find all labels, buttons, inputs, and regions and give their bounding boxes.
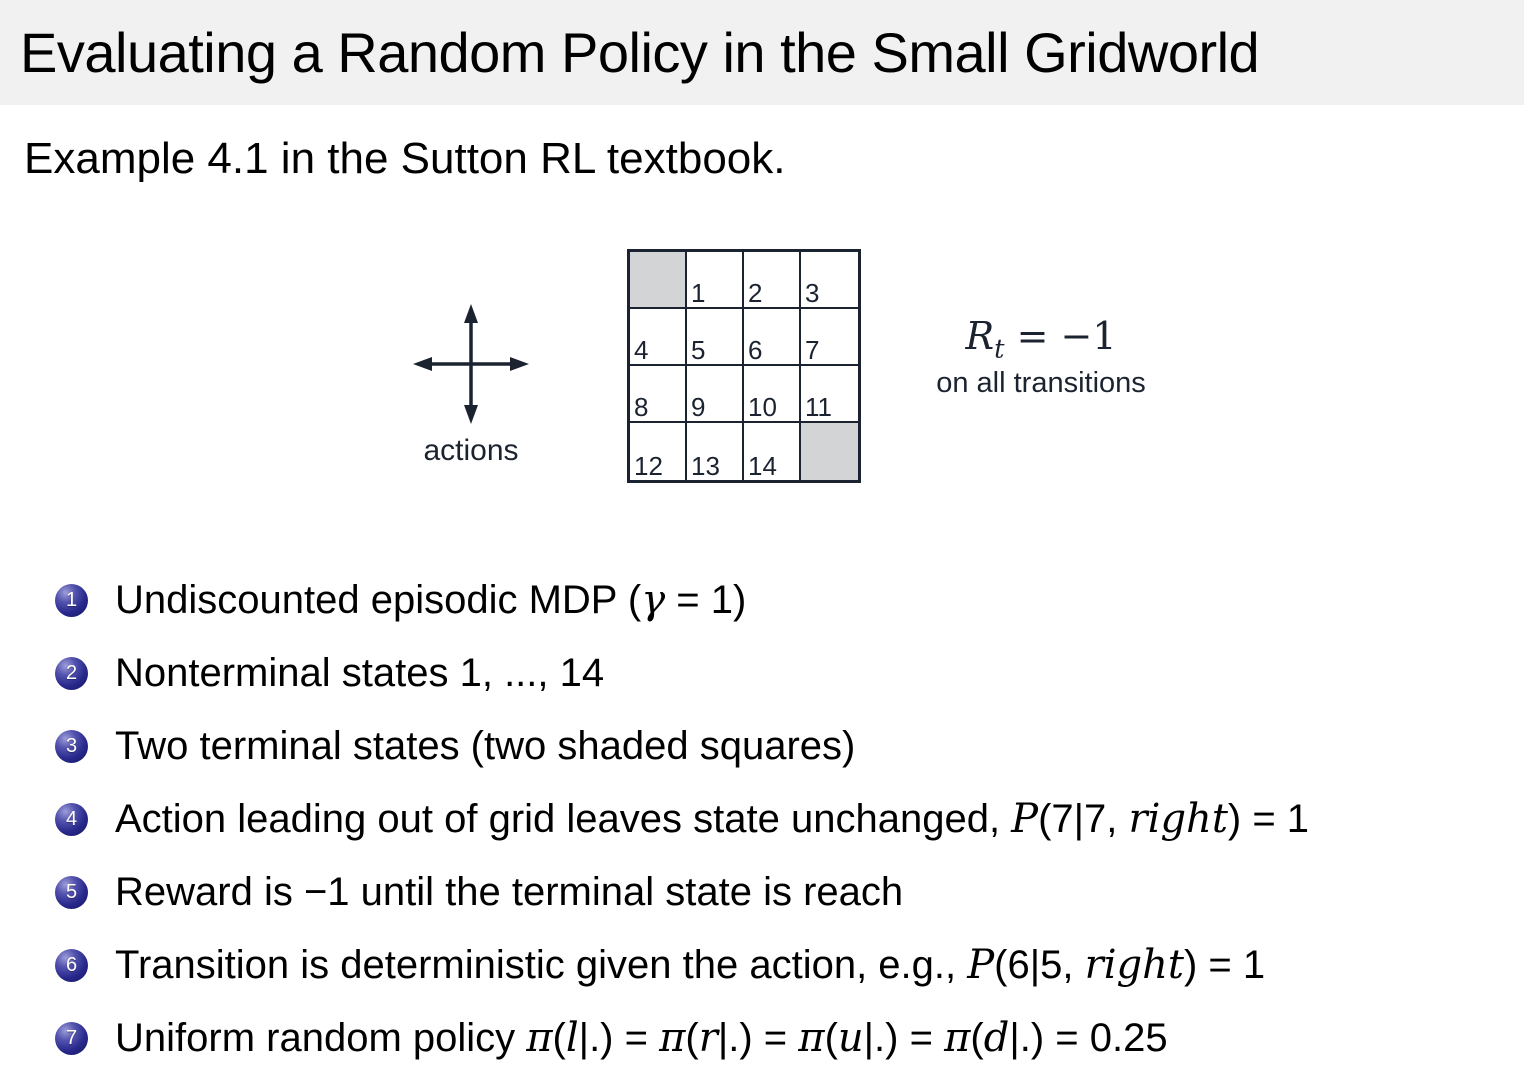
text-segment: (7|7,: [1038, 797, 1129, 841]
item-number-badge: 7: [55, 1022, 88, 1055]
list-item: [55, 723, 1500, 769]
item-number-badge: 1: [55, 584, 88, 617]
item-number-badge: 4: [55, 803, 88, 836]
reward-block: [900, 316, 1182, 400]
list-item: [55, 869, 1500, 915]
text-segment: Two terminal states (two shaded squares): [115, 724, 856, 768]
cell-number: 13: [691, 451, 720, 481]
text-segment: |.) = 0.25: [1009, 1016, 1168, 1060]
item-number-badge: 2: [55, 657, 88, 690]
grid-cell-12: [630, 423, 687, 480]
actions-group: [405, 300, 537, 468]
cell-number: 12: [634, 451, 663, 481]
text-segment: (: [685, 1016, 699, 1060]
text-segment: = −1: [1004, 314, 1117, 358]
subtitle: Example 4.1 in the Sutton RL textbook.: [24, 134, 786, 183]
cell-number: 7: [805, 335, 820, 365]
grid-cell-terminal: [630, 252, 687, 309]
text-segment: Action leading out of grid leaves state unchanged,: [115, 797, 1012, 841]
math-var: π: [944, 1015, 971, 1061]
text-segment: |.) =: [863, 1016, 945, 1060]
math-var: π: [659, 1015, 686, 1061]
grid-cell-6: [744, 309, 801, 366]
list-item: [55, 942, 1500, 988]
gridworld-grid: [627, 249, 861, 483]
page-title: Evaluating a Random Policy in the Small Gridworld: [20, 21, 1260, 84]
text-segment: ) = 1: [1183, 943, 1266, 987]
grid-cell-10: [744, 366, 801, 423]
math-var: P: [967, 942, 995, 988]
cell-number: 1: [691, 278, 706, 308]
grid-cell-terminal: [801, 423, 858, 480]
grid-cell-4: [630, 309, 687, 366]
actions-cross-icon: [407, 300, 535, 428]
text-segment: Transition is deterministic given the action, e.g.,: [115, 943, 968, 987]
grid-cell-7: [801, 309, 858, 366]
math-var: r: [698, 1015, 718, 1061]
math-var: right: [1084, 942, 1184, 988]
list-item: [55, 796, 1500, 842]
reward-formula: [900, 316, 1182, 364]
text-segment: = 1): [665, 578, 747, 622]
item-text: [115, 796, 1309, 842]
reward-caption: on all transitions: [936, 367, 1146, 400]
grid-cell-5: [687, 309, 744, 366]
list-item: [55, 650, 1500, 696]
math-var: l: [565, 1015, 579, 1061]
bullet-list: [55, 577, 1500, 1080]
cell-number: 10: [748, 392, 777, 422]
math-var: γ: [641, 577, 666, 623]
cell-number: 8: [634, 392, 649, 422]
cell-number: 11: [805, 392, 832, 422]
cell-number: 6: [748, 335, 763, 365]
item-text: [115, 577, 746, 623]
cell-number: 4: [634, 335, 649, 365]
list-item: [55, 1015, 1500, 1061]
math-var: π: [798, 1015, 825, 1061]
item-text: [115, 650, 604, 696]
grid-cell-14: [744, 423, 801, 480]
actions-label: actions: [423, 434, 519, 467]
cell-number: 5: [691, 335, 706, 365]
grid-cell-13: [687, 423, 744, 480]
text-segment: Uniform random policy: [115, 1016, 527, 1060]
text-segment: (: [824, 1016, 838, 1060]
math-var: right: [1128, 796, 1228, 842]
item-number-badge: 3: [55, 730, 88, 763]
cell-number: 9: [691, 392, 706, 422]
cell-number: 2: [748, 278, 763, 308]
grid-cell-11: [801, 366, 858, 423]
text-segment: Reward is −1 until the terminal state is reach: [115, 870, 904, 914]
text-segment: (6|5,: [994, 943, 1085, 987]
item-text: [115, 723, 855, 769]
cell-number: 3: [805, 278, 820, 308]
math-var: u: [837, 1015, 864, 1061]
grid-cell-2: [744, 252, 801, 309]
text-segment: (: [970, 1016, 984, 1060]
text-segment: (: [552, 1016, 566, 1060]
cell-number: 14: [748, 451, 777, 481]
list-item: [55, 577, 1500, 623]
math-var: R: [965, 314, 995, 358]
text-segment: Nonterminal states 1, ..., 14: [115, 651, 605, 695]
text-segment: ) = 1: [1227, 797, 1310, 841]
text-segment: |.) =: [578, 1016, 660, 1060]
math-var: P: [1011, 796, 1039, 842]
math-var: π: [526, 1015, 553, 1061]
math-var: t: [994, 334, 1005, 365]
grid-cell-8: [630, 366, 687, 423]
grid-cell-9: [687, 366, 744, 423]
math-var: d: [983, 1015, 1010, 1061]
text-segment: |.) =: [717, 1016, 799, 1060]
grid-cell-1: [687, 252, 744, 309]
item-number-badge: 5: [55, 876, 88, 909]
item-text: [115, 869, 903, 915]
item-text: [115, 1015, 1168, 1061]
item-number-badge: 6: [55, 949, 88, 982]
slide-title-bar: [0, 0, 1524, 105]
grid-cell-3: [801, 252, 858, 309]
text-segment: Undiscounted episodic MDP (: [115, 578, 642, 622]
item-text: [115, 942, 1265, 988]
